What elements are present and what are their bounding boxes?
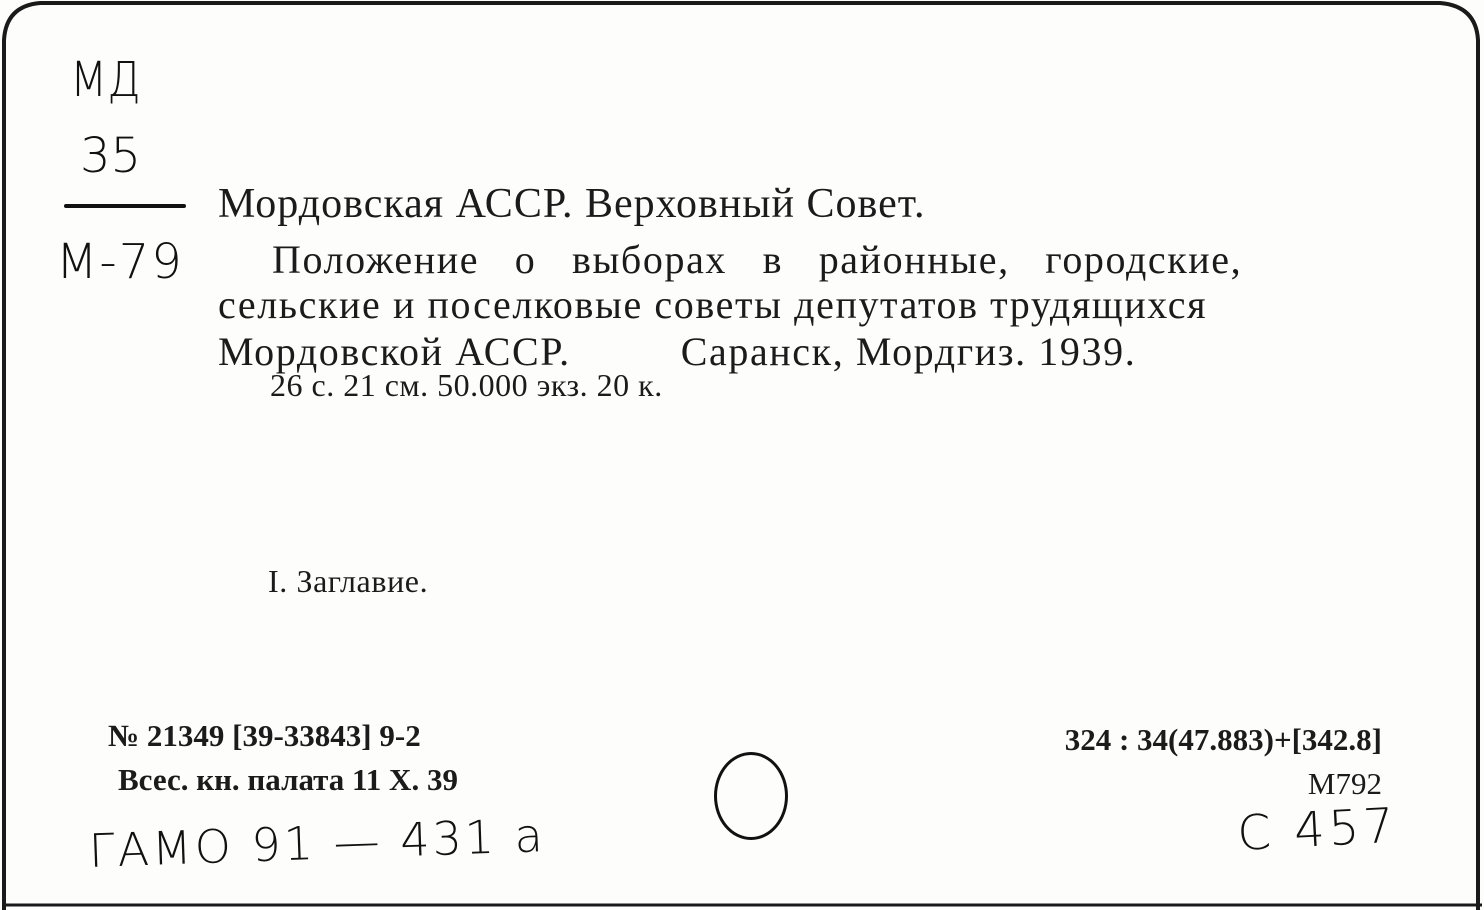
card-number: № 21349 [39-33843] 9-2 xyxy=(108,718,421,753)
title-line-3-part-1: Мордовской АССР. xyxy=(218,329,571,374)
shelfmark-line1: МД xyxy=(70,52,141,108)
shelfmark-line3: М-79 xyxy=(56,234,184,290)
inventory-handwritten: ГАМО 91 — 431 а xyxy=(88,808,547,878)
collation: 26 с. 21 см. 50.000 экз. 20 к. xyxy=(270,367,663,403)
title-line-2: сельские и поселковые советы депутатов трудящихся xyxy=(218,282,1208,327)
tracing: I. Заглавие. xyxy=(268,563,429,599)
shelfmark-divider xyxy=(64,204,186,208)
title-line-1: Положение о выборах в районные, городские, xyxy=(272,237,1243,282)
heading: Мордовская АССР. Верховный Совет. xyxy=(218,181,926,227)
imprint: Саранск, Мордгиз. 1939. xyxy=(680,329,1137,374)
classification: 324 : 34(47.883)+[342.8] xyxy=(1064,722,1382,757)
shelfmark-line2: 35 xyxy=(80,128,142,184)
punch-hole xyxy=(714,752,788,840)
chamber-stamp: Всес. кн. палата 11 X. 39 xyxy=(118,762,458,797)
code-handwritten: С 457 xyxy=(1236,797,1400,862)
author-mark: М792 xyxy=(1307,766,1382,801)
